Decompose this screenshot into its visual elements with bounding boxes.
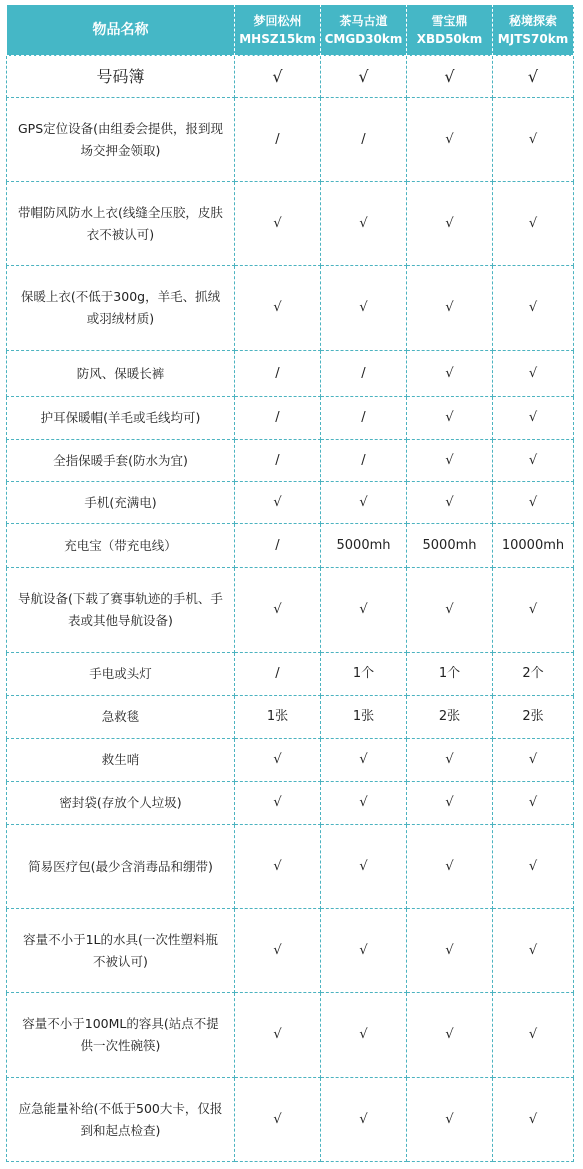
race-name: 雪宝鼎 <box>431 14 468 28</box>
value-cell: √ <box>407 739 493 782</box>
race-code: CMGD30km <box>324 32 403 46</box>
value-cell: 2张 <box>493 696 574 739</box>
item-cell: 防风、保暖长裤 <box>7 351 235 397</box>
value-cell: √ <box>321 568 407 653</box>
value-cell: √ <box>321 182 407 266</box>
value-cell: √ <box>493 266 574 351</box>
value-cell: √ <box>235 568 321 653</box>
value-cell: √ <box>321 56 407 98</box>
value-cell: √ <box>493 1078 574 1162</box>
value-cell: √ <box>235 909 321 993</box>
item-cell: 带帽防风防水上衣(线缝全压胶，皮肤衣不被认可) <box>7 182 235 266</box>
table-row <box>7 568 574 653</box>
header-race-4 <box>493 5 574 56</box>
table-row <box>7 1078 574 1162</box>
race-code: MJTS70km <box>497 32 569 46</box>
table-row <box>7 182 574 266</box>
value-cell: √ <box>235 993 321 1078</box>
header-row <box>7 5 574 56</box>
value-cell: 1张 <box>235 696 321 739</box>
item-cell: 救生哨 <box>7 739 235 782</box>
value-cell: √ <box>235 782 321 825</box>
value-cell: √ <box>407 440 493 482</box>
header-race-2 <box>321 5 407 56</box>
item-cell: 护耳保暖帽(羊毛或毛线均可) <box>7 397 235 440</box>
value-cell: √ <box>493 98 574 182</box>
value-cell: √ <box>321 825 407 909</box>
table-row <box>7 909 574 993</box>
value-cell: 10000mh <box>493 524 574 568</box>
value-cell: / <box>235 351 321 397</box>
value-cell: √ <box>407 182 493 266</box>
table-row <box>7 696 574 739</box>
race-name: 秘境探索 <box>508 14 557 28</box>
value-cell: √ <box>235 1078 321 1162</box>
value-cell: / <box>321 440 407 482</box>
header-item-name: 物品名称 <box>7 5 235 56</box>
table-row <box>7 482 574 524</box>
item-cell: 手电或头灯 <box>7 653 235 696</box>
value-cell: √ <box>493 56 574 98</box>
value-cell: √ <box>235 56 321 98</box>
table-row <box>7 440 574 482</box>
table-row <box>7 98 574 182</box>
value-cell: √ <box>321 993 407 1078</box>
item-cell: 密封袋(存放个人垃圾) <box>7 782 235 825</box>
item-cell: GPS定位设备(由组委会提供，报到现场交押金领取) <box>7 98 235 182</box>
race-code: MHSZ15km <box>239 32 316 46</box>
value-cell: √ <box>493 351 574 397</box>
item-cell: 容量不小于100ML的容具(站点不提供一次性碗筷) <box>7 993 235 1078</box>
value-cell: √ <box>407 825 493 909</box>
table-row <box>7 266 574 351</box>
value-cell: / <box>321 351 407 397</box>
value-cell: √ <box>235 482 321 524</box>
value-cell: 5000mh <box>407 524 493 568</box>
value-cell: √ <box>493 825 574 909</box>
table-row <box>7 739 574 782</box>
table-row <box>7 825 574 909</box>
value-cell: √ <box>493 782 574 825</box>
value-cell: √ <box>493 482 574 524</box>
header-race-3 <box>407 5 493 56</box>
value-cell: √ <box>493 397 574 440</box>
value-cell: √ <box>493 993 574 1078</box>
race-name: 梦回松州 <box>253 14 302 28</box>
race-name: 茶马古道 <box>339 14 388 28</box>
value-cell: √ <box>493 739 574 782</box>
value-cell: √ <box>321 1078 407 1162</box>
value-cell: √ <box>493 909 574 993</box>
value-cell: √ <box>235 182 321 266</box>
table-row <box>7 993 574 1078</box>
value-cell: √ <box>321 739 407 782</box>
value-cell: 5000mh <box>321 524 407 568</box>
value-cell: √ <box>407 397 493 440</box>
table-row <box>7 653 574 696</box>
value-cell: / <box>235 440 321 482</box>
value-cell: √ <box>407 56 493 98</box>
value-cell: 1个 <box>321 653 407 696</box>
table-row <box>7 782 574 825</box>
item-cell: 号码簿 <box>7 56 235 98</box>
table-row <box>7 397 574 440</box>
table-row <box>7 56 574 98</box>
item-cell: 全指保暖手套(防水为宜) <box>7 440 235 482</box>
value-cell: √ <box>407 782 493 825</box>
header-race-1 <box>235 5 321 56</box>
table-row <box>7 524 574 568</box>
value-cell: / <box>235 653 321 696</box>
value-cell: √ <box>407 568 493 653</box>
item-cell: 手机(充满电) <box>7 482 235 524</box>
value-cell: 2张 <box>407 696 493 739</box>
item-cell: 容量不小于1L的水具(一次性塑料瓶不被认可) <box>7 909 235 993</box>
value-cell: 1张 <box>321 696 407 739</box>
value-cell: √ <box>235 739 321 782</box>
value-cell: √ <box>235 825 321 909</box>
race-code: XBD50km <box>416 32 483 46</box>
table-row <box>7 351 574 397</box>
value-cell: √ <box>493 440 574 482</box>
value-cell: √ <box>493 182 574 266</box>
value-cell: √ <box>321 266 407 351</box>
value-cell: / <box>235 98 321 182</box>
value-cell: / <box>235 524 321 568</box>
value-cell: √ <box>235 266 321 351</box>
value-cell: 1个 <box>407 653 493 696</box>
equipment-table <box>6 4 574 1162</box>
value-cell: √ <box>407 909 493 993</box>
item-cell: 应急能量补给(不低于500大卡，仅报到和起点检查) <box>7 1078 235 1162</box>
item-cell: 充电宝（带充电线） <box>7 524 235 568</box>
value-cell: √ <box>493 568 574 653</box>
item-cell: 简易医疗包(最少含消毒品和绷带) <box>7 825 235 909</box>
value-cell: √ <box>407 266 493 351</box>
value-cell: / <box>235 397 321 440</box>
item-cell: 急救毯 <box>7 696 235 739</box>
value-cell: √ <box>321 482 407 524</box>
value-cell: √ <box>407 1078 493 1162</box>
value-cell: √ <box>407 351 493 397</box>
value-cell: √ <box>407 482 493 524</box>
value-cell: / <box>321 397 407 440</box>
value-cell: / <box>321 98 407 182</box>
value-cell: √ <box>321 909 407 993</box>
table-body <box>7 56 574 1162</box>
equipment-table-wrapper <box>6 4 573 1162</box>
value-cell: √ <box>407 993 493 1078</box>
value-cell: √ <box>407 98 493 182</box>
value-cell: √ <box>321 782 407 825</box>
item-cell: 导航设备(下载了赛事轨迹的手机、手表或其他导航设备) <box>7 568 235 653</box>
value-cell: 2个 <box>493 653 574 696</box>
item-cell: 保暖上衣(不低于300g，羊毛、抓绒或羽绒材质) <box>7 266 235 351</box>
